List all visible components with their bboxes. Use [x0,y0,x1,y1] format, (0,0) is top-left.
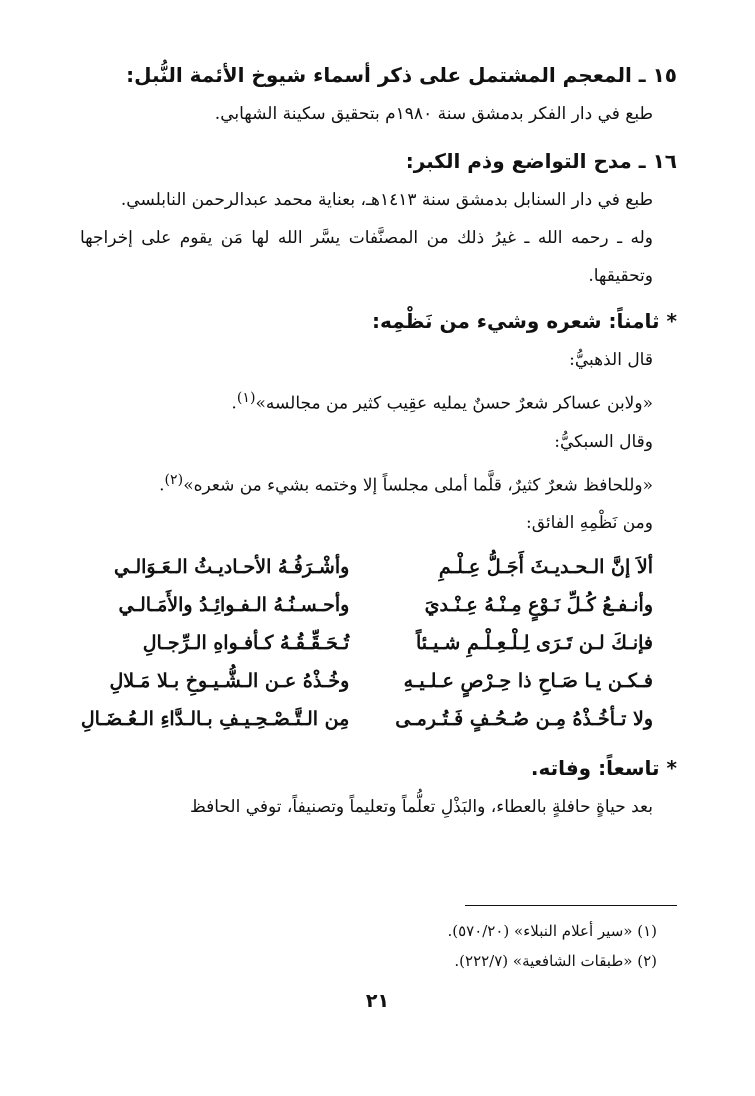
other-works-text: وله ـ رحمه الله ـ غيرُ ذلك من المصنَّفات يسَّر الله لها مَن يقوم على إخراجها وتحقيقها. [80,228,653,286]
poem-line [80,548,653,586]
dhahabi-quote [80,379,677,423]
eighth-heading: * ثامناً: شعره وشيء من نَظْمِه: [371,309,677,333]
section-16-text: طبع في دار السنابل بدمشق سنة ١٤١٣هـ، بعناية محمد عبدالرحمن النابلسي. [120,190,653,210]
poem-hemistich-second: تُـحَـقِّـقُـهُ كـأفـواهِ الـرِّجـالِ [142,632,350,655]
ninth-heading: * تاسعاً: وفاته. [530,756,677,781]
page-number: ٢١ [365,990,390,1012]
poem-intro: ومن نَظْمِهِ الفائق: [525,513,653,534]
poem-line [80,624,653,662]
section-15-text: طبع في دار الفكر بدمشق سنة ١٩٨٠م بتحقيق سكينة الشهابي. [214,104,653,124]
poem-hemistich-second: مِن الـتَّـصْـحِـيـفِ بـالـدَّاءِ الـعُـضَـالِ [80,708,350,731]
poem-hemistich-first: فإنـكَ لـن تَـرَى لِـلْـعِـلْـمِ شـيـئاً [416,632,653,655]
subki-quote [80,461,677,505]
subki-quote-text: «وللحافظ شعرٌ كثيرٌ، قلَّما أملى مجلساً إلا وختمه بشيء من شعره» [183,475,653,496]
footnotes [80,905,677,976]
poem-hemistich-second: وأشْـرَفُـهُ الأحـاديـثُ الـعَـوَالـي [113,556,350,579]
ninth-text: بعد حياةٍ حافلةٍ بالعطاء، والبَذْلِ تعلُّماً وتعليماً وتصنيفاً، توفي الحافظ [189,797,653,818]
section-15-heading: ١٥ ـ المعجم المشتمل على ذكر أسماء شيوخ الأئمة النُّبل: [126,63,677,87]
poem-hemistich-first: فـكـن يـا صَـاحِ ذا حِـرْصٍ عـلـيـهِ [403,670,653,693]
subki-intro: وقال السبكيُّ: [554,431,653,452]
poem-line [80,700,653,738]
poem [80,548,677,738]
poem-line [80,586,653,624]
poem-hemistich-second: وأحـسـنُـهُ الـفـوائِـدُ والأَمَـالـي [118,594,350,617]
poem-hemistich-first: ولا تـأخُـذْهُ مِـن صُـحُـفٍ فَـتُـرمـى [395,708,653,731]
poem-line [80,662,653,700]
footnote-ref-1[interactable]: (١) [236,390,256,406]
footnote-2: (٢) «طبقات الشافعية» (٢٢٢/٧). [454,952,657,970]
section-16-heading: ١٦ ـ مدح التواضع وذم الكبر: [405,149,677,173]
dhahabi-quote-text: «ولابن عساكر شعرٌ حسنٌ يمليه عقِيب كثير من مجالسه» [255,393,653,414]
poem-hemistich-second: وخُـذْهُ عـن الـشُّـيـوخِ بـلا مَـلالِ [109,670,350,693]
period: . [159,475,165,496]
main-text [80,55,677,826]
footnote-1: (١) «سير أعلام النبلاء» (٥٧٠/٢٠). [447,922,657,940]
poem-hemistich-first: ألاَ إنَّ الـحـديـثَ أَجَـلُّ عِـلْـمِ [438,556,653,579]
dhahabi-intro: قال الذهبيُّ: [569,350,653,370]
period: . [231,393,237,414]
footnote-divider [465,905,677,906]
poem-hemistich-first: وأنـفـعُ كُـلِّ نَـوْعٍ مِـنْـهُ عِـنْـديَ [424,594,653,617]
footnote-ref-2[interactable]: (٢) [164,471,184,488]
